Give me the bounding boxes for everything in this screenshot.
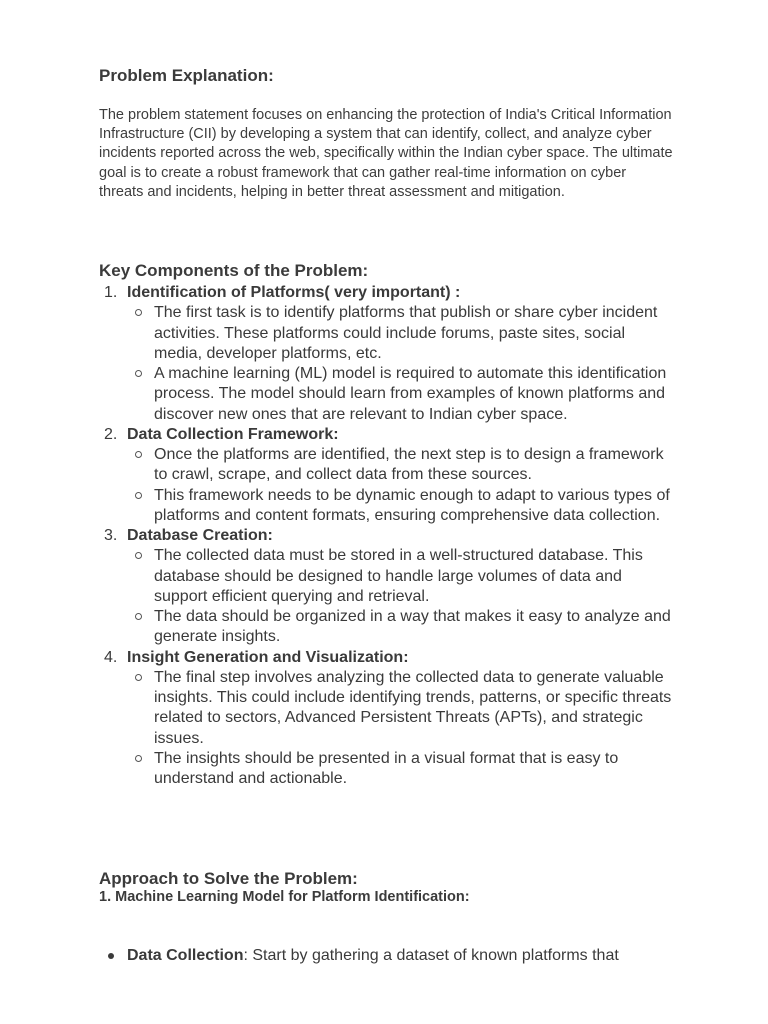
list-item-number: 2. [104, 425, 118, 443]
list-subitem-text: The first task is to identify platforms that publish or share cyber incident activities. These platforms could include forums, paste sites, social media, developer platforms, etc. [154, 304, 658, 362]
approach-heading: Approach to Solve the Problem: [99, 869, 358, 888]
hollow-bullet-icon [135, 492, 142, 499]
key-components-list [99, 283, 679, 789]
list-item-title: Data Collection Framework: [127, 425, 339, 443]
list-item-title: Identification of Platforms( very important) : [127, 284, 461, 301]
approach-subheading: 1. Machine Learning Model for Platform Identification: [99, 889, 470, 905]
hollow-bullet-icon [135, 309, 142, 316]
list-subitem [99, 607, 679, 648]
list-item-number: 4. [104, 648, 118, 666]
list-item-number: 3. [104, 527, 118, 544]
hollow-bullet-icon [135, 613, 142, 620]
list-subitem-text: The insights should be presented in a visual format that is easy to understand and actionable. [154, 749, 619, 787]
list-item-title: Database Creation: [127, 527, 273, 544]
list-item-header [99, 526, 679, 546]
list-item-title: Insight Generation and Visualization: [127, 648, 409, 666]
list-item-header [99, 648, 679, 668]
list-item-header [99, 425, 679, 445]
hollow-bullet-icon [135, 755, 142, 762]
filled-bullet-icon [108, 953, 114, 959]
list-subitem [99, 668, 679, 749]
list-subitem-text: The data should be organized in a way that makes it easy to analyze and generate insights. [154, 608, 671, 646]
list-subitem-text: Once the platforms are identified, the next step is to design a framework to crawl, scrape, and collect data from these sources. [154, 446, 664, 484]
list-subitem-text: The collected data must be stored in a well-structured database. This database should be designed to handle large volumes of data and support efficient querying and retrieval. [154, 547, 643, 605]
list-subitem-text: A machine learning (ML) model is required to automate this identification process. The model should learn from examples of known platforms and discover new ones that are relevant to Indian cyber space. [154, 365, 667, 423]
list-subitem [99, 303, 679, 364]
problem-explanation-heading: Problem Explanation: [99, 66, 274, 85]
key-components-heading: Key Components of the Problem: [99, 261, 369, 280]
bullet-label: Data Collection [127, 947, 244, 964]
bullet-text: : Start by gathering a dataset of known platforms that [243, 947, 619, 964]
list-item-number: 1. [104, 284, 118, 301]
list-subitem [99, 546, 679, 607]
hollow-bullet-icon [135, 674, 142, 681]
hollow-bullet-icon [135, 451, 142, 458]
hollow-bullet-icon [135, 370, 142, 377]
list-item [99, 946, 727, 966]
list-subitem [99, 486, 679, 527]
problem-explanation-paragraph: The problem statement focuses on enhancing the protection of India's Critical Information Infrastructure (CII) by developing a system that can identify, collect, and analyze cyber incidents reported across the web, specifically within the Indian cyber space. The ultimate goal is to create a robust framework that can gather real-time information on cyber threats and incidents, helping in better threat assessment and mitigation. [99, 107, 673, 200]
list-item-header [99, 283, 679, 303]
list-subitem [99, 445, 679, 486]
hollow-bullet-icon [135, 552, 142, 559]
list-subitem [99, 749, 679, 790]
list-subitem-text: This framework needs to be dynamic enough to adapt to various types of platforms and content formats, ensuring comprehensive data collection. [154, 486, 670, 524]
list-subitem-text: The final step involves analyzing the collected data to generate valuable insights. This could include identifying trends, patterns, or specific threats related to sectors, Advanced Persistent Threats (APTs), and strategic issues. [154, 668, 672, 747]
list-subitem [99, 364, 679, 425]
